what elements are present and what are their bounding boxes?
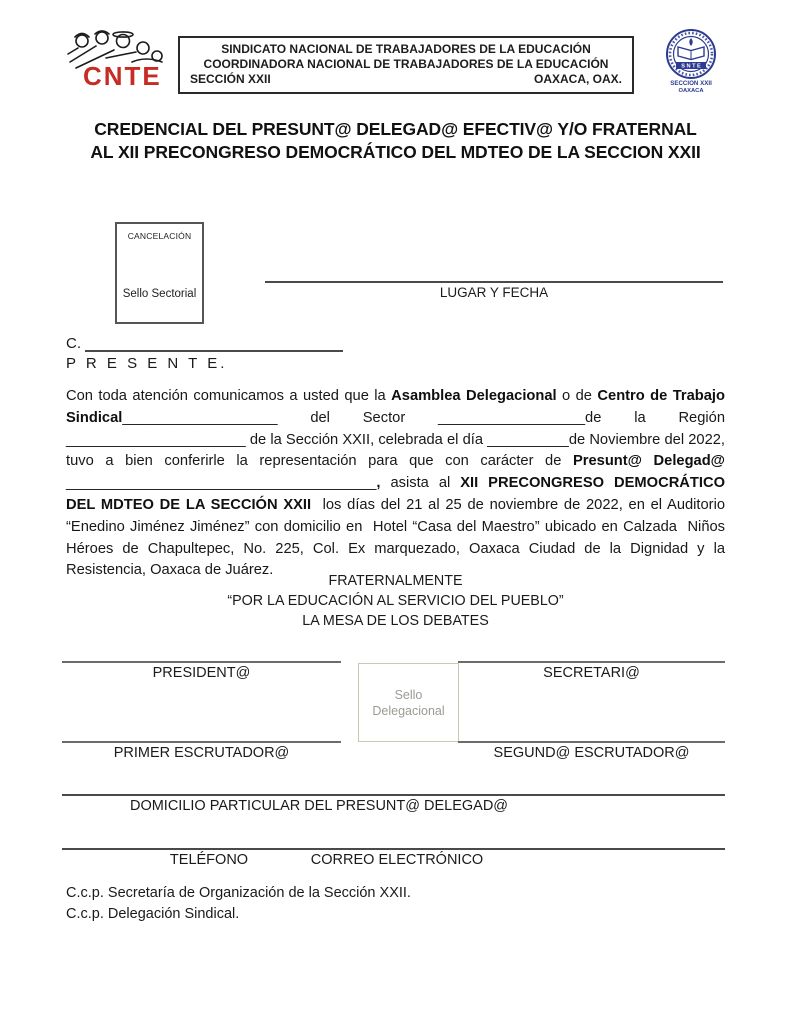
closing-line-1: FRATERNALMENTE	[328, 573, 463, 589]
email-label: CORREO ELECTRÓNICO	[310, 852, 484, 868]
signature-line-second-teller	[458, 741, 725, 761]
body-seg-1: Asamblea Delegacional	[391, 388, 557, 404]
signature-line-first-teller	[62, 741, 341, 761]
seal-city-text: OAXACA	[678, 88, 704, 94]
seal-section-text: SECCION XXII	[670, 80, 712, 87]
header-org-box	[178, 36, 634, 94]
cc-line-1: C.c.p. Secretaría de Organización de la Sección XXII.	[66, 885, 411, 901]
body-seg-2: o de	[556, 388, 598, 404]
signature-line-secretary	[458, 661, 725, 681]
body-seg-7: ,	[376, 475, 381, 492]
second-teller-label: SEGUND@ ESCRUTADOR@	[493, 745, 690, 761]
place-date-label: LUGAR Y FECHA	[439, 285, 549, 300]
place-date-line	[265, 281, 723, 300]
body-seg-3: Centro de Trabajo Sindical	[66, 388, 730, 426]
phone-email-line	[62, 848, 725, 850]
body-paragraph	[66, 386, 734, 582]
first-teller-label: PRIMER ESCRUTADOR@	[113, 745, 290, 761]
addressee-block	[66, 334, 343, 372]
presente-label: P R E S E N T E.	[66, 355, 228, 372]
phone-label: TELÉFONO	[169, 852, 249, 868]
secretary-label: SECRETARI@	[543, 665, 640, 681]
body-seg-5: Presunt@ Delegad@	[572, 453, 726, 470]
addressee-prefix: C.	[66, 335, 81, 352]
snte-seal-icon	[650, 28, 732, 94]
cancellation-box	[115, 222, 204, 324]
domicile-label: DOMICILIO PARTICULAR DEL PRESUNT@ DELEGAD@	[129, 798, 509, 814]
header-section-label: SECCIÓN XXII	[190, 72, 271, 86]
body-seg-8: asista al	[380, 475, 461, 492]
cancellation-label: CANCELACIÓN	[127, 231, 192, 241]
closing-block	[40, 571, 751, 631]
body-seg-9: XII PRECONGRESO DEMOCRÁTICO DEL MDTEO DE LA SECCIÓN XXII	[66, 475, 730, 513]
header-location-label: OAXACA, OAX.	[533, 72, 622, 86]
cc-block	[66, 883, 411, 924]
sector-seal-label: Sello Sectorial	[122, 288, 197, 300]
body-seg-10: los días del 21 al 25 de noviembre de 2022, en el Auditorio “Enedino Jiménez Jiménez” con domicilio en Hotel “Casa del Maestro” ubicado en Calzada Niños Héroes de Chapultepec, No. 225, Col. Ex marquezado, Oaxaca Ciudad de la Dignidad y la Resistencia, Oaxaca de Juárez.	[66, 496, 734, 579]
cnte-logo-icon	[62, 28, 170, 92]
org-line-2: COORDINADORA NACIONAL DE TRABAJADORES DE LA EDUCACIÓN	[203, 57, 609, 71]
cc-line-2: C.c.p. Delegación Sindical.	[66, 905, 240, 922]
cnte-logo-text: CNTE	[83, 61, 162, 91]
signature-line-president	[62, 661, 341, 681]
seal-box-line-2: Delegacional	[372, 703, 445, 718]
body-seg-6: ______________________________________	[66, 453, 730, 492]
closing-line-3: LA MESA DE LOS DEBATES	[302, 613, 489, 629]
addressee-name-blank	[85, 334, 343, 352]
title-line-1: CREDENCIAL DEL PRESUNT@ DELEGAD@ EFECTIV@ Y/O FRATERNAL	[94, 119, 697, 139]
body-seg-0: Con toda atención comunicamos a usted que la	[66, 388, 392, 404]
seal-acronym-text: S N T E	[681, 63, 701, 70]
domicile-line	[62, 794, 725, 796]
president-label: PRESIDENT@	[152, 665, 251, 681]
closing-line-2: “POR LA EDUCACIÓN AL SERVICIO DEL PUEBLO”	[227, 593, 564, 609]
seal-box-line-1: Sello	[394, 687, 423, 702]
org-line-1: SINDICATO NACIONAL DE TRABAJADORES DE LA EDUCACIÓN	[221, 42, 591, 56]
body-seg-4: ___________________ del Sector __________________de la Región ______________________ de la Sección XXII, celebrada el día __________de Noviembre del 2022, tuvo a bien conferirle la representación para que con carácter de	[66, 409, 730, 470]
document-title	[40, 118, 751, 164]
title-line-2: AL XII PRECONGRESO DEMOCRÁTICO DEL MDTEO DE LA SECCION XXII	[90, 142, 701, 162]
document-header	[60, 28, 732, 94]
delegational-seal-box	[358, 663, 459, 742]
